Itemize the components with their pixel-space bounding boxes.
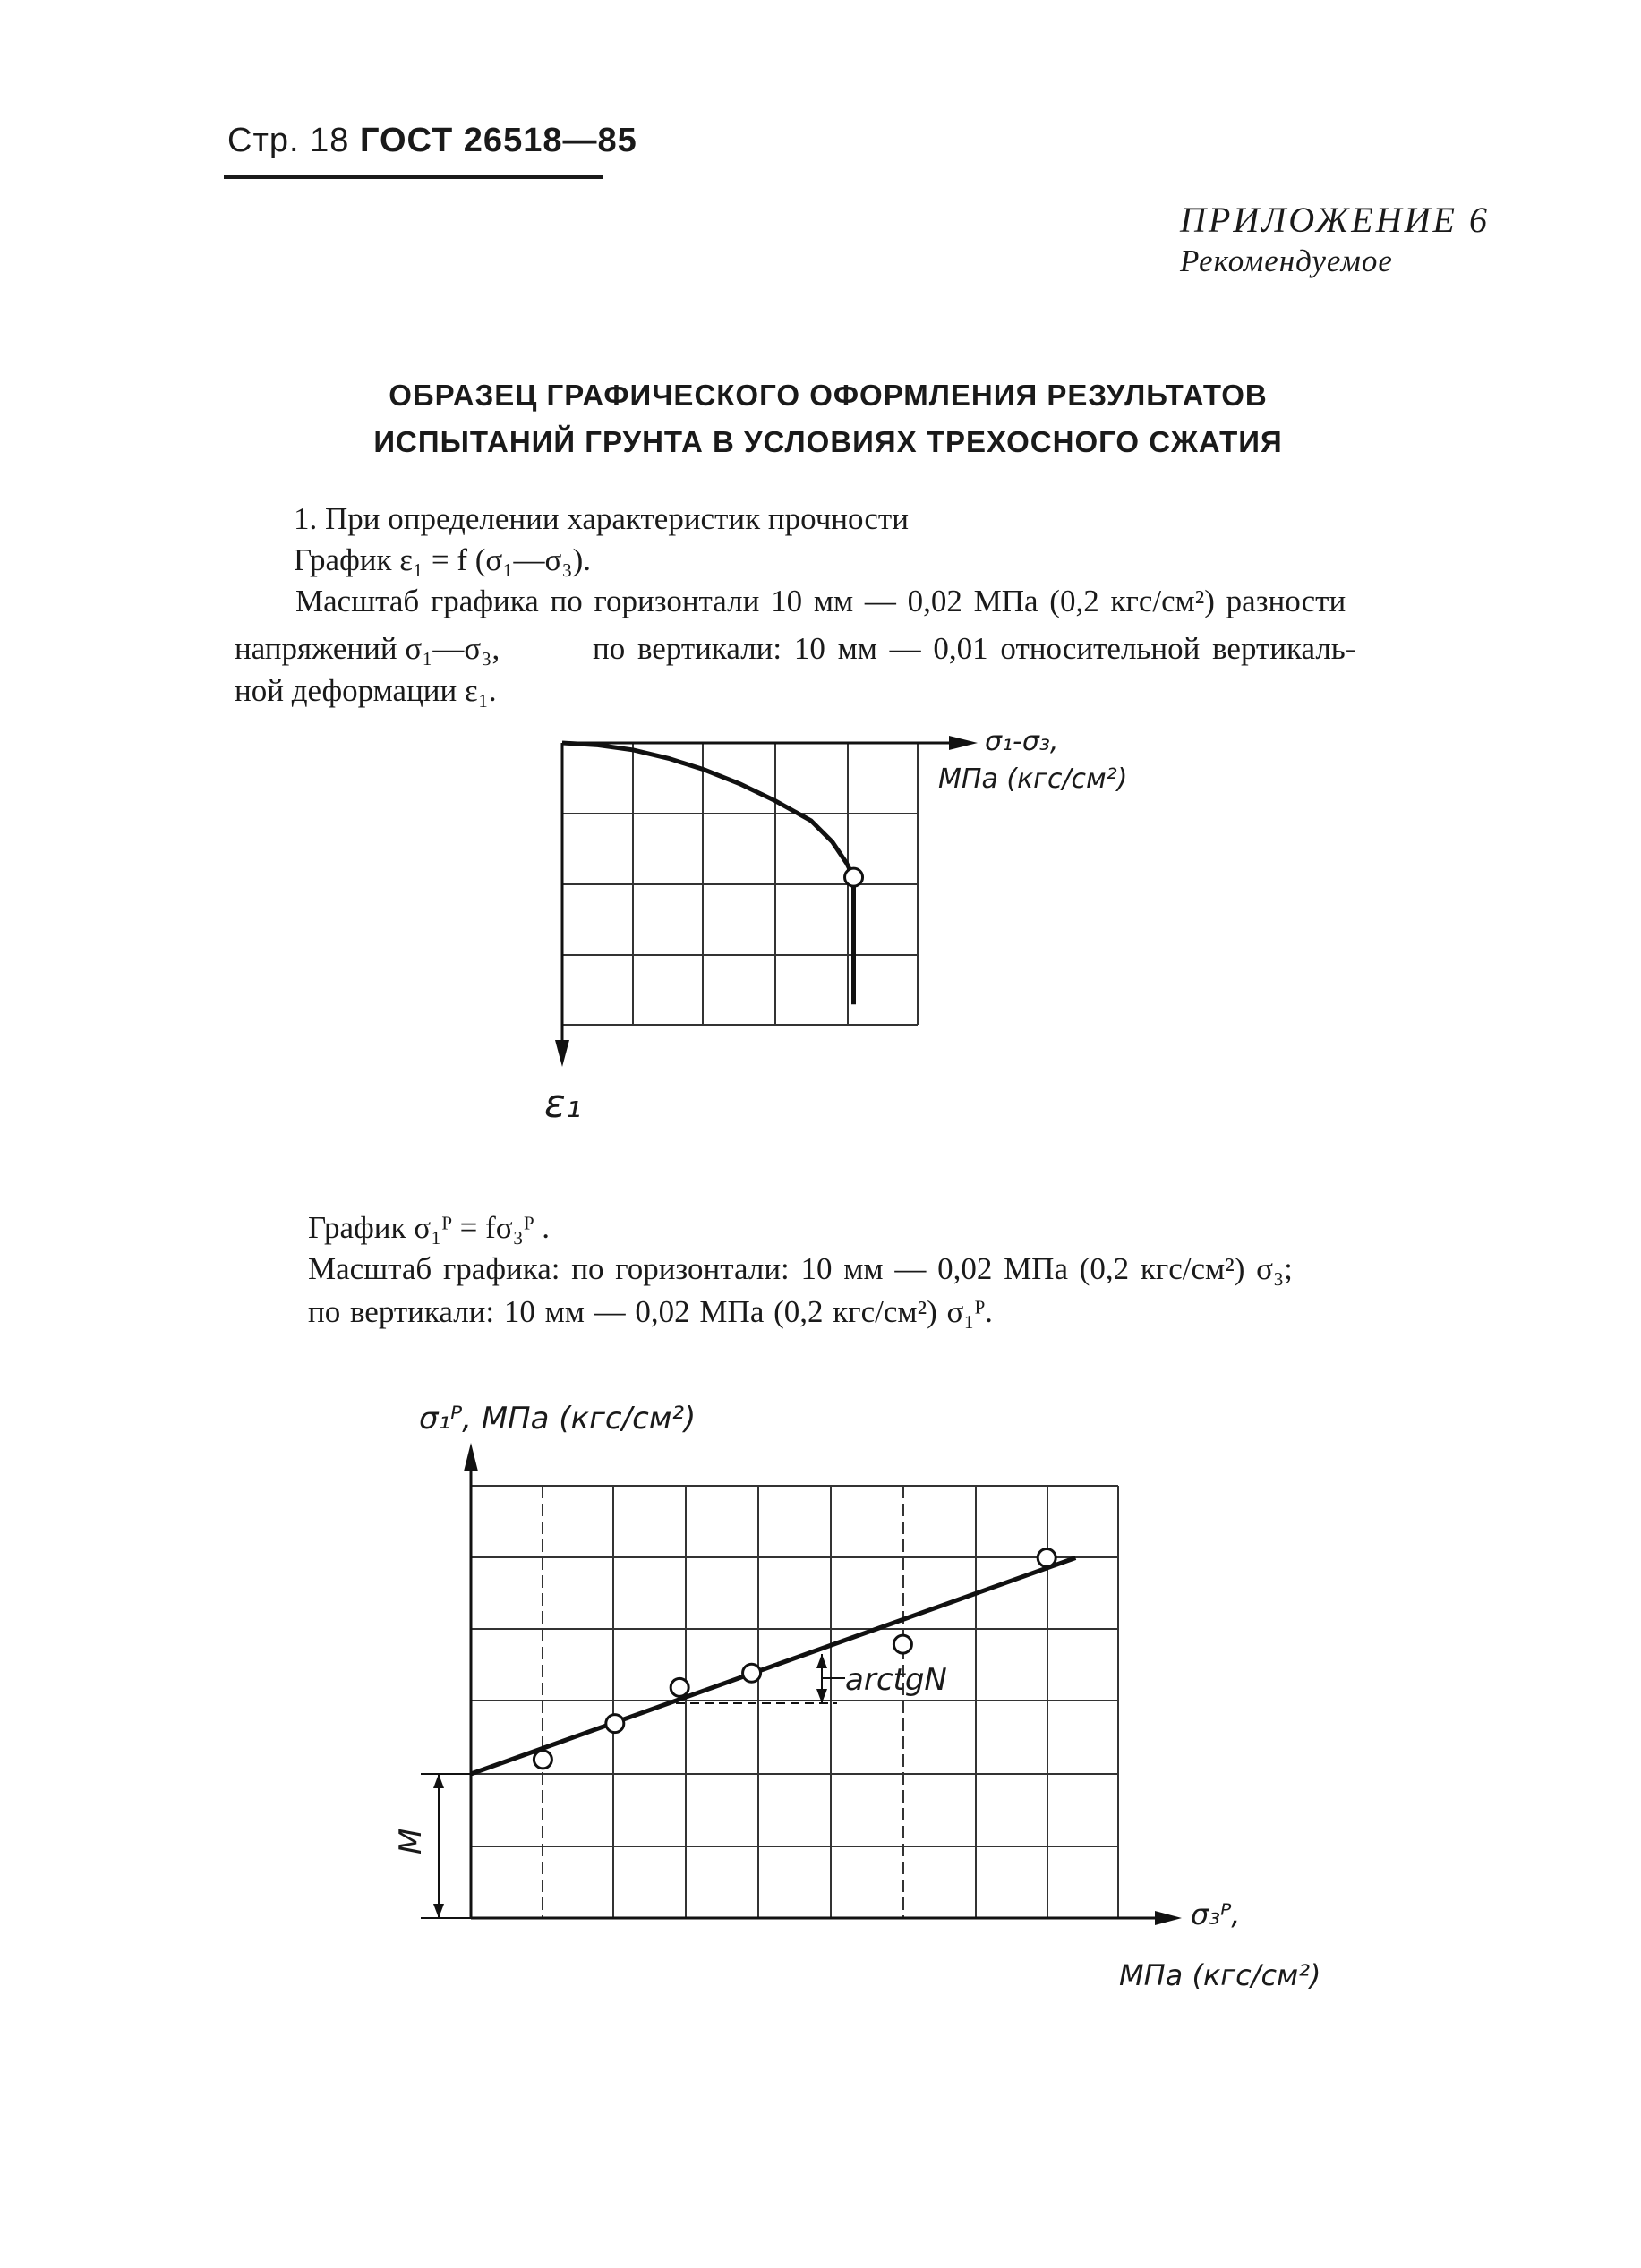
- section2-scale-line-2: по вертикали: 10 мм — 0,02 МПа (0,2 кгс/см²) σ₁ᴾ.: [308, 1294, 993, 1329]
- section2-graph-label: График σ₁ᴾ = fσ₃ᴾ .: [308, 1210, 550, 1245]
- title-line-1: ОБРАЗЕЦ ГРАФИЧЕСКОГО ОФОРМЛЕНИЯ РЕЗУЛЬТАТОВ: [389, 379, 1268, 412]
- section1-graph-label: График ε₁ = f (σ₁—σ₃).: [294, 542, 591, 577]
- page-number: Стр. 18: [227, 122, 350, 159]
- figure-2-x-arrow: [1155, 1911, 1182, 1925]
- figure-2-slope-label: arctgN: [845, 1662, 947, 1698]
- figure-2-intercept-arrow-down: [433, 1904, 444, 1918]
- figure-2-y-label: σ₁ᴾ, МПа (кгс/см²): [419, 1401, 697, 1437]
- figure-2-data-point: [534, 1751, 551, 1769]
- standard-number: ГОСТ 26518—85: [359, 122, 637, 159]
- section1-scale-line-2b: по вертикали: 10 мм — 0,01 относительной вертикаль-: [593, 631, 1356, 666]
- appendix-status: Рекомендуемое: [1180, 243, 1393, 278]
- section1-heading: 1. При определении характеристик прочности: [294, 501, 909, 536]
- figure-2-slope-arrow-up: [816, 1654, 827, 1668]
- figure-2-fit-line: [471, 1558, 1075, 1775]
- figure-2-data-point: [671, 1678, 688, 1696]
- figure-1-x-label-line-2: МПа (кгс/см²): [938, 763, 1128, 795]
- figure-2-x-label-line-2: МПа (кгс/см²): [1119, 1958, 1321, 1992]
- figure-2-data-point: [606, 1715, 624, 1733]
- figure-2-x-label-line-1: σ₃ᴾ,: [1191, 1897, 1241, 1931]
- section1-scale-line-1: Масштаб графика по горизонтали 10 мм — 0,02 МПа (0,2 кгс/см²) разности: [295, 584, 1346, 618]
- figure-2-data-point: [743, 1664, 761, 1682]
- title-line-2: ИСПЫТАНИЙ ГРУНТА В УСЛОВИЯХ ТРЕХОСНОГО СЖАТИЯ: [373, 425, 1283, 458]
- figure-2-y-arrow: [464, 1443, 478, 1471]
- figure-2-data-point: [893, 1635, 911, 1653]
- section1-scale-line-2a: напряжений σ₁—σ₃,: [235, 631, 500, 666]
- section1-scale-line-3: ной деформации ε₁.: [235, 673, 497, 708]
- figure-1-x-label-line-1: σ₁-σ₃,: [985, 726, 1059, 757]
- figure-2-data-point: [1038, 1549, 1056, 1567]
- section2-scale-line-1: Масштаб графика: по горизонтали: 10 мм — 0,02 МПа (0,2 кгс/см²) σ₃;: [308, 1251, 1293, 1286]
- appendix-label: ПРИЛОЖЕНИЕ 6: [1180, 200, 1490, 240]
- figure-1-y-label: ε₁: [544, 1081, 582, 1127]
- figure-2-intercept-arrow-up: [433, 1774, 444, 1788]
- figure-2-intercept-label: M: [393, 1828, 429, 1854]
- figure-2-grid: [471, 1486, 1118, 1918]
